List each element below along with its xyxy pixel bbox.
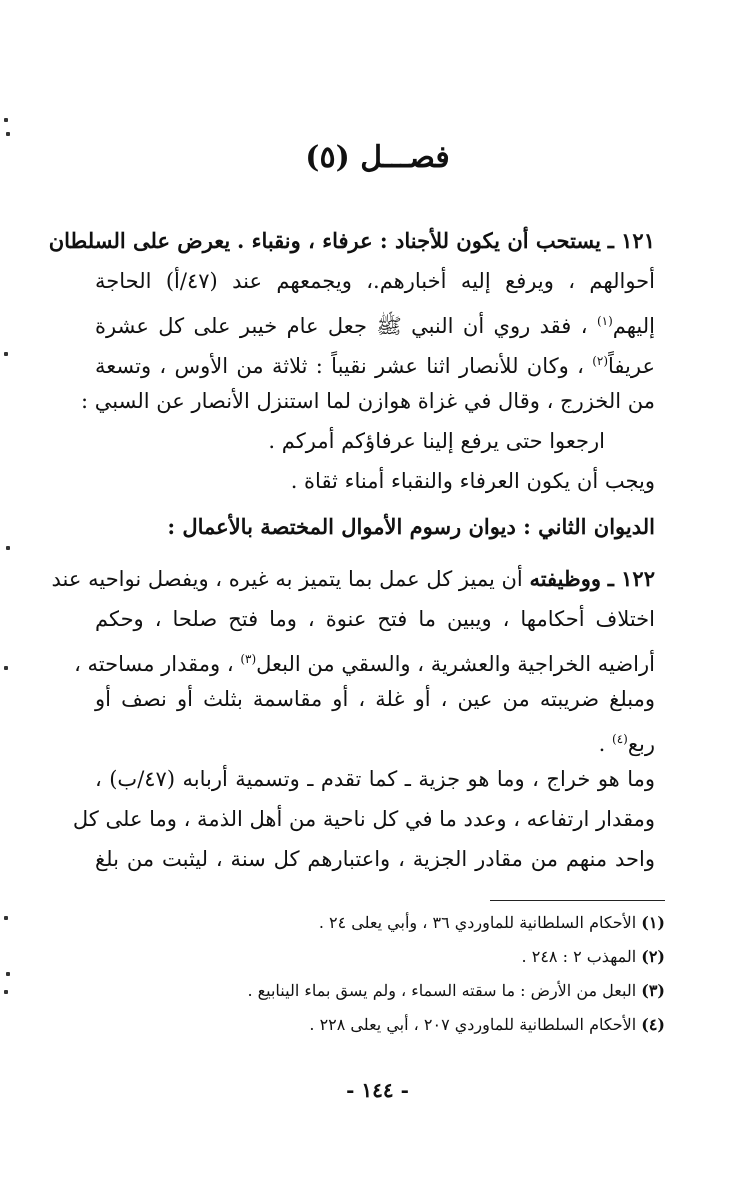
p121-line3-a: إليهم [612, 314, 655, 338]
p121-line-5: من الخزرج ، وقال في غزاة هوازن لما استنزل الأنصار عن السبي : [81, 389, 655, 413]
footnote-1-text: الأحكام السلطانية للماوردي ٣٦ ، وأبي يعلى ٢٤ . [318, 913, 637, 932]
diwan-heading: الديوان الثاني : ديوان رسوم الأموال المختصة بالأعمال : [167, 514, 655, 539]
p122-line5-a: ربع [627, 732, 655, 756]
footnote-3-text: البعل من الأرض : ما سقته السماء ، ولم يسق بماء الينابيع . [247, 981, 637, 1000]
footnote-separator [490, 900, 665, 901]
footnote-ref-4: (٤) [612, 732, 628, 746]
p122-lead: ووظيفته [529, 566, 601, 591]
footnote-1-number: (١) [641, 913, 665, 932]
p122-line1-rest: أن يميز كل عمل بما يتميز به غيره ، ويفصل نواحيه عند [51, 567, 523, 591]
footnote-4-number: (٤) [641, 1015, 665, 1034]
p121-line-4 [95, 346, 655, 381]
footnote-1 [65, 912, 665, 934]
scan-speck [4, 990, 8, 994]
scan-speck [4, 666, 8, 670]
footnote-ref-1: (١) [596, 314, 613, 328]
p122-line-1 [51, 564, 655, 594]
footnote-4 [65, 1014, 665, 1036]
p122-line-4: ومبلغ ضريبته من عين ، أو غلة ، أو مقاسمة بثلث أو نصف أو [95, 687, 655, 711]
p122-line3-a: أراضيه الخراجية والعشرية ، والسقي من البعل [256, 652, 655, 676]
scan-speck [4, 352, 8, 356]
section-title: فصـــل (٥) [305, 140, 450, 175]
p122-line-8: واحد منهم من مقادر الجزية ، واعتبارهم كل سنة ، ليثبت من بلغ [95, 847, 655, 871]
scan-speck [6, 972, 10, 976]
p121-line-6: ارجعوا حتى يرفع إلينا عرفاؤكم أمركم . [268, 429, 605, 453]
p122-line3-b: ، ومقدار مساحته ، [74, 652, 234, 676]
p122-line-6: وما هو خراج ، وما هو جزية ـ كما تقدم ـ وتسمية أربابه (٤٧/ب) ، [95, 767, 655, 791]
scan-speck [4, 118, 8, 122]
footnote-2 [65, 946, 665, 968]
p122-line5-b: . [598, 732, 606, 756]
p122-line-7: ومقدار ارتفاعه ، وعدد ما في كل ناحية من أهل الذمة ، وما على كل [72, 807, 655, 831]
p121-line-3 [95, 306, 655, 341]
scan-speck [6, 132, 10, 136]
footnote-ref-2: (٢) [592, 354, 609, 368]
scan-speck [4, 916, 8, 920]
p121-lead: يستحب أن يكون للأجناد : عرفاء ، ونقباء . [236, 228, 601, 253]
p121-line4-a: عريفاً [608, 354, 655, 378]
p121-line3-b: ، فقد روي أن النبي ﷺ جعل عام خيبر على كل عشرة [95, 314, 588, 338]
footnote-4-text: الأحكام السلطانية للماوردي ٢٠٧ ، أبي يعلى ٢٢٨ . [309, 1015, 637, 1034]
p121-line4-b: ، وكان للأنصار اثنا عشر نقيباً : ثلاثة من الأوس ، وتسعة [95, 354, 584, 378]
footnote-ref-3: (٣) [240, 652, 257, 666]
p121-line-7: ويجب أن يكون العرفاء والنقباء أمناء ثقاة . [290, 469, 655, 493]
scan-speck [6, 546, 10, 550]
p122-line-5 [95, 724, 655, 759]
page-number: - ١٤٤ - [346, 1078, 409, 1102]
footnote-3 [65, 980, 665, 1002]
p121-line1-rest: يعرض على السلطان [48, 228, 231, 253]
footnote-2-text: المهذب ٢ : ٢٤٨ . [521, 947, 637, 966]
footnote-2-number: (٢) [641, 947, 665, 966]
p121-line-2: أحوالهم ، ويرفع إليه أخبارهم.، ويجمعهم عند (٤٧/أ) الحاجة [95, 269, 655, 293]
p121-line-1 [48, 226, 655, 256]
p122-line-3 [74, 644, 655, 679]
p122-line-2: اختلاف أحكامها ، ويبين ما فتح عنوة ، وما فتح صلحا ، وحكم [95, 607, 655, 631]
footnote-3-number: (٣) [641, 981, 665, 1000]
p121-number: ١٢١ ـ [607, 228, 655, 253]
p122-number: ١٢٢ ـ [607, 566, 655, 591]
